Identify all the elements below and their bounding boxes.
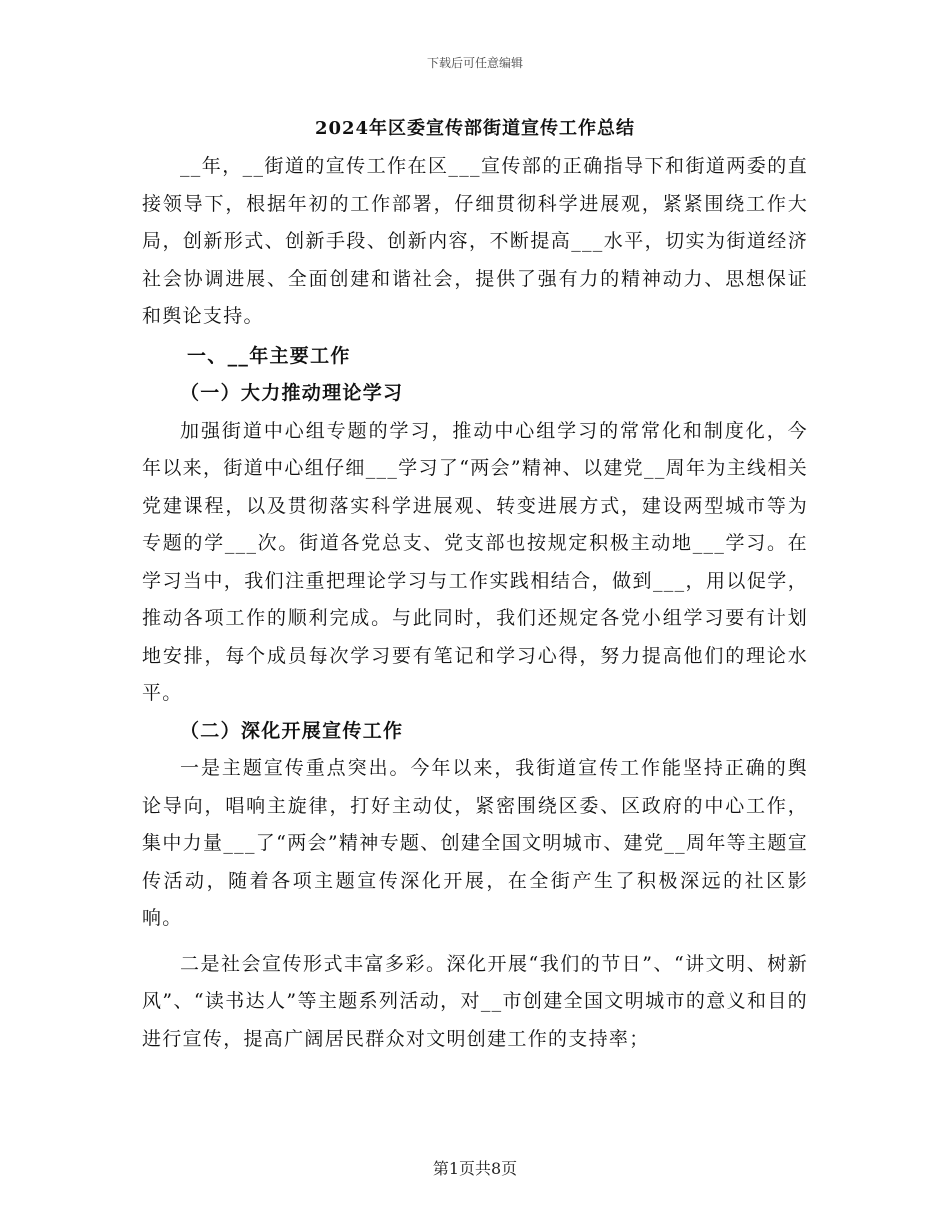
intro-paragraph: __年，__街道的宣传工作在区___宣传部的正确指导下和街道两委的直接领导下，根据年初的工作部署，仔细贯彻科学进展观，紧紧围绕工作大局，创新形式、创新手段、创新内容，不断提高___水平，切实为街道经济社会协调进展、全面创建和谐社会，提供了强有力的精神动力、思想保证和舆论支持。 — [142, 155, 808, 327]
subsection-heading-2: （二）深化开展宣传工作 — [180, 719, 404, 742]
subsection-heading-1: （一）大力推动理论学习 — [180, 382, 404, 404]
document-title: 2024年区委宣传部街道宣传工作总结 — [314, 118, 636, 139]
page-header-note: 下载后可任意编辑 — [426, 56, 523, 70]
page-number-footer: 第1页共8页 — [432, 1159, 518, 1178]
theory-study-paragraph: 加强街道中心组专题的学习，推动中心组学习的常常化和制度化，今年以来，街道中心组仔细___学习了“两会”精神、以建党__周年为主线相关党建课程，以及贯彻落实科学进展观、转变进展方式，建设两型城市等为专题的学___次。街道各党总支、党支部也按规定积极主动地___学习。在学习当中，我们注重把理论学习与工作实践相结合，做到___，用以促学，推动各项工作的顺利完成。与此同时，我们还规定各党小组学习要有计划地安排，每个成员每次学习要有笔记和学习心得，努力提高他们的理论水平。 — [142, 419, 808, 704]
document-body — [142, 148, 808, 1058]
social-publicity-paragraph: 二是社会宣传形式丰富多彩。深化开展“我们的节日”、“讲文明、树新风”、“读书达人”等主题系列活动，对__市创建全国文明城市的意义和目的进行宣传，提高广阔居民群众对文明创建工作的支持率； — [142, 952, 808, 1050]
theme-publicity-paragraph: 一是主题宣传重点突出。今年以来，我街道宣传工作能坚持正确的舆论导向，唱响主旋律，打好主动仗，紧密围绕区委、区政府的中心工作，集中力量___了“两会”精神专题、创建全国文明城市、建党__周年等主题宣传活动，随着各项主题宣传深化开展，在全街产生了积极深远的社区影响。 — [142, 757, 808, 929]
section-heading-1: 一、__年主要工作 — [187, 344, 351, 367]
